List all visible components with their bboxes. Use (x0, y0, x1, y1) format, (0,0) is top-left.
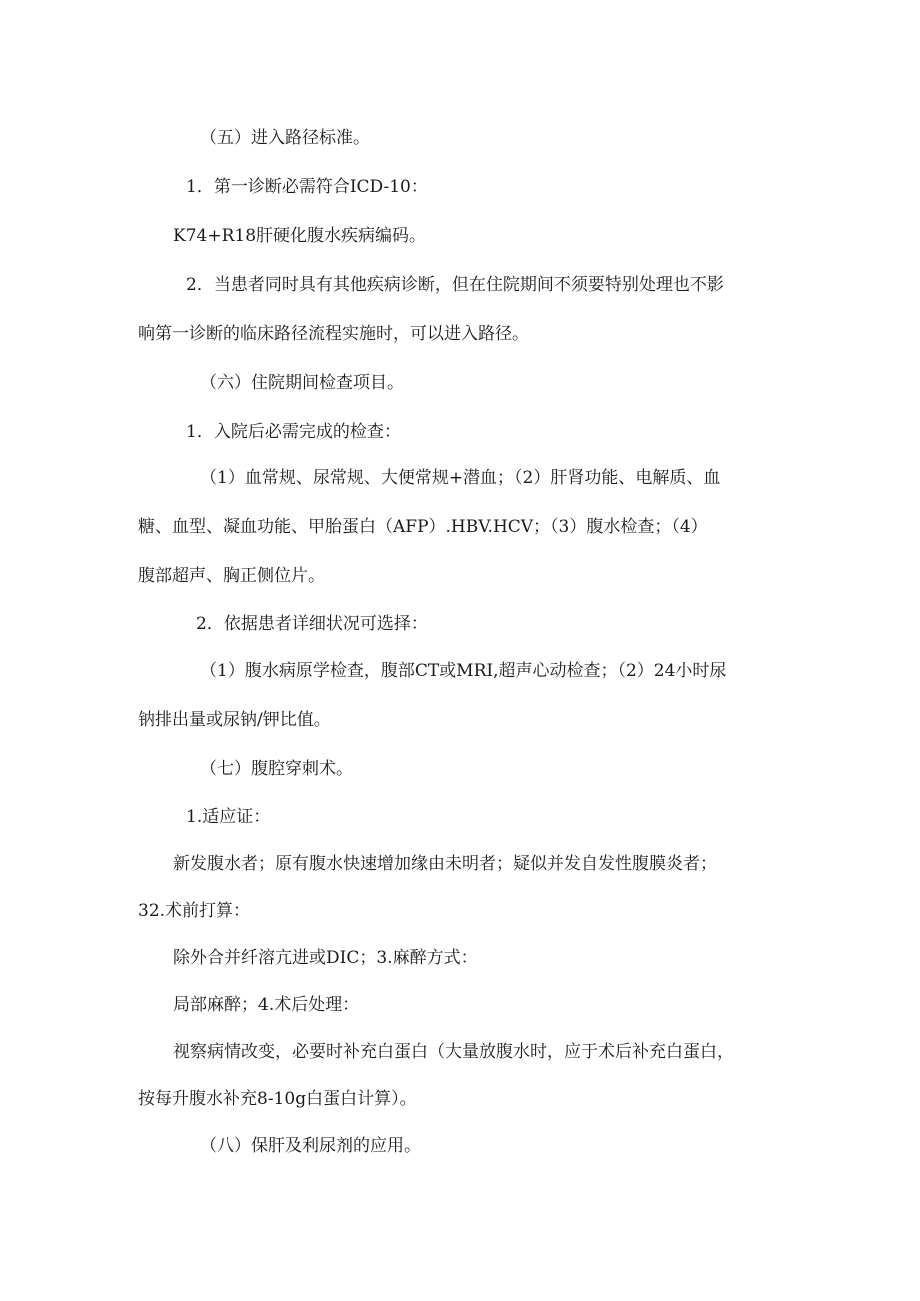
paragraph-line: 32.术前打算： (138, 901, 251, 921)
paragraph-line: 糖、血型、凝血功能、甲胎蛋白（AFP）.HBV.HCV；（3）腹水检查；（4） (138, 517, 708, 537)
paragraph-line: K74+R18肝硬化腹水疾病编码。 (173, 226, 427, 246)
paragraph-line: 腹部超声、胸正侧位片。 (138, 566, 325, 586)
paragraph-line: 按每升腹水补充8-10g白蛋白计算）。 (138, 1089, 417, 1109)
paragraph-line: 响第一诊断的临床路径流程实施时，可以进入路径。 (138, 324, 529, 344)
paragraph-line: 新发腹水者；原有腹水快速增加缘由未明者；疑似并发自发性腹膜炎者； (173, 854, 717, 874)
paragraph-line: 2．依据患者详细状况可选择： (196, 614, 428, 634)
paragraph-line: 1．第一诊断必需符合ICD-10： (186, 177, 428, 197)
paragraph-line: 钠排出量或尿钠/钾比值。 (138, 710, 331, 730)
section-heading-6: （六）住院期间检查项目。 (200, 373, 404, 393)
paragraph-line: （1）腹水病原学检查，腹部CT或MRI,超声心动检查；（2）24小时尿 (200, 661, 727, 681)
paragraph-line: 1.适应证： (186, 807, 271, 827)
section-heading-8: （八）保肝及利尿剂的应用。 (200, 1136, 421, 1156)
paragraph-line: 局部麻醉；4.术后处理： (173, 995, 360, 1015)
section-heading-7: （七）腹腔穿刺术。 (200, 759, 353, 779)
paragraph-line: 2．当患者同时具有其他疾病诊断，但在住院期间不须要特别处理也不影 (186, 275, 724, 295)
paragraph-line: 除外合并纤溶亢进或DIC；3.麻醉方式： (173, 948, 478, 968)
paragraph-line: 1．入院后必需完成的检查： (186, 422, 401, 442)
section-heading-5: （五）进入路径标准。 (200, 128, 370, 148)
paragraph-line: 视察病情改变，必要时补充白蛋白（大量放腹水时，应于术后补充白蛋白， (173, 1042, 734, 1062)
paragraph-line: （1）血常规、尿常规、大便常规+潜血；（2）肝肾功能、电解质、血 (200, 468, 721, 488)
